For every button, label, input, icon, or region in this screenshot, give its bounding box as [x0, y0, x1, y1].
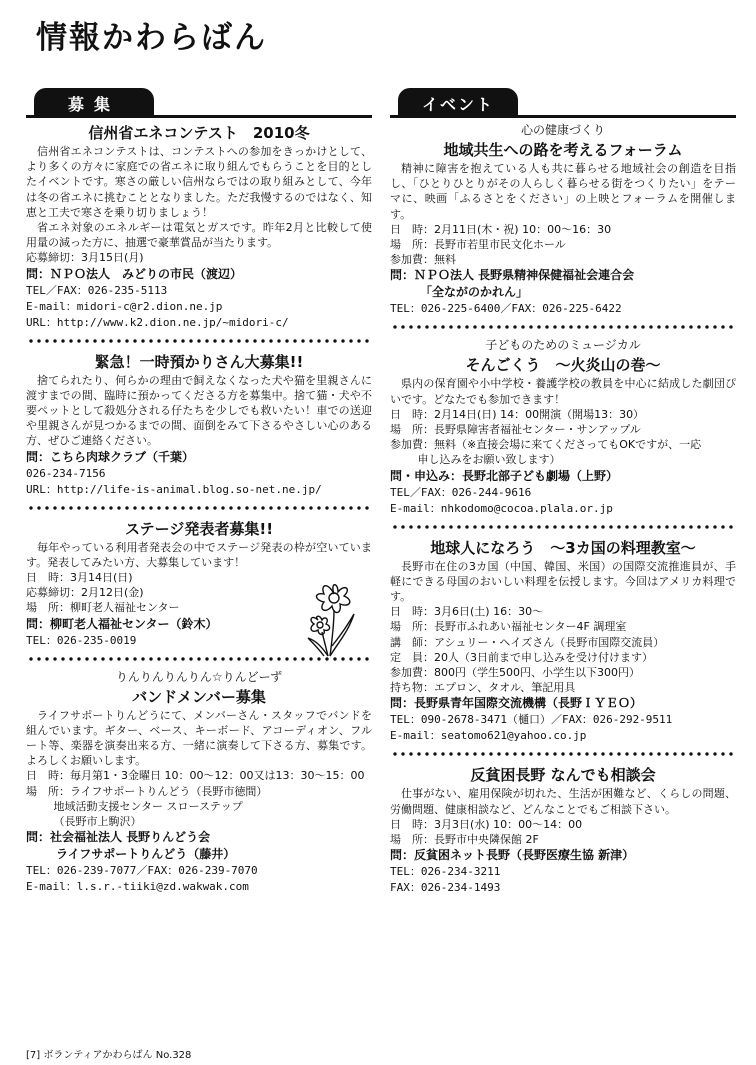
dotted-divider	[390, 746, 736, 762]
contact-tel: TEL／FAX：026-244-9616	[390, 485, 532, 499]
article-foster-volunteer	[26, 351, 372, 498]
article-kicker: 子どものためのミュージカル	[485, 338, 641, 353]
event-date: 日 時：3月6日(土) 16：30～	[390, 605, 544, 619]
contact-tel: TEL：026-225-6400／FAX：026-225-6422	[390, 302, 622, 316]
contact-name: 問：長野県青年国際交流機構（長野ＩＹＥＯ）	[390, 696, 643, 711]
bosyu-tab: 募集	[34, 88, 154, 118]
event-capacity: 定 員：20人（3日前まで申し込みを受け付けます）	[390, 650, 653, 664]
event-date: 日 時：2月11日(木・祝) 10：00～16：30	[390, 222, 612, 236]
contact-name: 問：ＮＰＯ法人 みどりの市民（渡辺）	[26, 266, 243, 281]
contact-name: 問：反貧困ネット長野（長野医療生協 新津）	[390, 848, 635, 863]
contact-tel: TEL／FAX：026-235-5113	[26, 283, 168, 297]
event-place-detail: （長野市上駒沢）	[53, 815, 142, 829]
daffodil-icon	[300, 574, 368, 658]
contact-tel: TEL：026-235-0019	[26, 633, 137, 647]
article-heading: 反貧困長野 なんでも相談会	[470, 766, 656, 785]
event-column	[390, 86, 736, 896]
dotted-divider	[390, 319, 736, 335]
article-kicker: 心の健康づくり	[520, 123, 605, 137]
article-body: ライフサポートりんどうにて、メンバーさん・スタッフでバンドを組んでいます。ギター、ベース、キーボード、アコーディオン、フルート等、楽器を演奏出来る方、一緒に演奏して下さる方、募集です。よろしくお願いします。	[26, 708, 372, 768]
event-place: 場 所：長野市中央隣保館 2F	[390, 833, 539, 847]
event-tab: イベント	[398, 88, 518, 118]
article-heading: 信州省エネコンテスト 2010冬	[88, 124, 310, 142]
article-heading: 地球人になろう ～3カ国の料理教室～	[430, 538, 696, 557]
contact-tel: 026-234-7156	[26, 466, 106, 480]
event-belongings: 持ち物：エプロン、タオル、筆記用具	[390, 681, 576, 695]
event-fee: 参加費：無料	[390, 253, 456, 267]
event-place: 場 所：長野市ふれあい福祉センター4F 調理室	[390, 620, 627, 634]
article-body: 省エネ対象のエネルギーは電気とガスです。昨年2月と比較して使用量の減った方に、抽選で豪華賞品が当たります。	[26, 221, 372, 250]
contact-tel: TEL：026-239-7077／FAX：026-239-7070	[26, 864, 258, 878]
contact-tel: TEL：090-2678-3471（樋口）／FAX：026-292-9511	[390, 713, 673, 727]
article-band-members	[26, 669, 372, 896]
event-place: 場 所：ライフサポートりんどう（長野市徳間）	[26, 784, 268, 798]
article-body: 県内の保育園や小中学校・養護学校の教員を中心に結成した劇団ぴいです。どなたでも参加できます！	[390, 377, 736, 406]
deadline: 応募締切：2月12日(金)	[26, 586, 144, 600]
event-date: 日 時：毎月第1・3金曜日 10：00～12：00又は13：30～15：00	[26, 769, 365, 783]
dotted-divider	[26, 500, 372, 516]
contact-email: E-mail：midori-c@r2.dion.ne.jp	[26, 299, 223, 313]
contact-email: E-mail：seatomo621@yahoo.co.jp	[390, 729, 587, 743]
contact-name-detail: 「全ながのかれん」	[420, 285, 529, 300]
page-title: 情報かわらばん	[36, 20, 267, 56]
article-heading: バンドメンバー募集	[132, 687, 266, 706]
contact-name: 問：こちら肉球クラブ（千葉）	[26, 449, 195, 464]
contact-name: 問・申込み：長野北部子ども劇場（上野）	[390, 468, 619, 483]
page-footer: [7] ボランティアかわらばん No.328	[26, 1050, 192, 1061]
event-place: 場 所：長野市若里市民文化ホール	[390, 238, 566, 252]
article-heading: 緊急！一時預かりさん大募集!!	[94, 352, 304, 371]
event-forum	[390, 122, 736, 317]
contact-email: E-mail：l.s.r.-tiiki@zd.wakwak.com	[26, 880, 249, 894]
event-date: 日 時：2月14日(日) 14：00開演（開場13：30）	[390, 407, 645, 421]
contact-name-detail: ライフサポートりんどう（藤井）	[56, 847, 236, 862]
article-heading: そんごくう ～火炎山の巻～	[465, 356, 661, 375]
event-musical	[390, 337, 736, 516]
dotted-divider	[26, 333, 372, 349]
article-stage-performers	[26, 518, 372, 649]
contact-tel: TEL：026-234-3211	[390, 865, 501, 879]
event-consultation	[390, 764, 736, 896]
contact-name: 問：社会福祉法人 長野りんどう会	[26, 830, 211, 845]
deadline: 応募締切：3月15日(月)	[26, 251, 144, 265]
event-date: 日 時：3月14日(日)	[26, 571, 133, 585]
event-cooking-class	[390, 537, 736, 745]
bosyu-section-header	[26, 86, 372, 118]
article-body: 毎年やっている利用者発表会の中でステージ発表の枠が空いています。発表してみたい方、大募集しています！	[26, 540, 372, 569]
event-place: 場 所：柳町老人福祉センター	[26, 601, 180, 615]
bosyu-column	[26, 86, 372, 895]
event-place: 場 所：長野県障害者福祉センター・サンアップル	[390, 423, 641, 437]
event-date: 日 時：3月3日(水) 10：00～14：00	[390, 817, 583, 831]
article-kicker: りんりんりんりん☆りんどーず	[115, 669, 283, 684]
contact-url: URL：http://www.k2.dion.ne.jp/~midori-c/	[26, 315, 289, 329]
article-body: 信州省エネコンテストは、コンテストへの参加をきっかけとして、より多くの方々に家庭での省エネに取り組んでもらうことを目的としたイベントです。寒さの厳しい信州ならではの取り組みとして、今年は冬の省エネに挑むこととなりました。ただ我慢するのではなく、知恵と工夫で寒さを乗り切りましょう！	[26, 145, 372, 219]
dotted-divider	[390, 519, 736, 535]
contact-url: URL：http://life-is-animal.blog.so-net.ne.jp/	[26, 482, 322, 496]
article-body: 捨てられたり、何らかの理由で飼えなくなった犬や猫を里親さんに渡すまでの間、臨時に預かってくださる方を募集中。捨て猫・犬や不要ペットとして殺処分される仔たちを少しでも救いたい！車での送迎や里親さんが見つかるまでの間、面倒をみて下さるやさしい心のある方、ぜひご連絡ください。	[26, 373, 372, 448]
article-body: 長野市在住の3カ国（中国、韓国、米国）の国際交流推進員が、手軽にできる母国のおいしい料理を伝授します。今回はアメリカ料理です。	[390, 559, 736, 604]
article-eco-contest	[26, 122, 372, 331]
article-body: 精神に障害を抱えている人も共に暮らせる地域社会の創造を目指し、「ひとりひとりがその人らしく暮らせる街をつくりたい」をテーマに、映画「ふるさとをください」の上映とフォーラムを開催します。	[390, 162, 736, 221]
contact-name: 問：ＮＰＯ法人 長野県精神保健福祉会連合会	[390, 268, 635, 283]
contact-email: E-mail：nhkodomo@cocoa.plala.or.jp	[390, 501, 613, 515]
event-instructor: 講 師：アシュリー・ヘイズさん（長野市国際交流員）	[390, 635, 665, 649]
event-fee: 参加費：800円（学生500円、小学生以下300円）	[390, 666, 640, 680]
event-fee-detail: 申し込みをお願い致します）	[417, 453, 561, 467]
event-place-detail: 地域活動支援センター スローステップ	[53, 799, 243, 813]
contact-fax: FAX：026-234-1493	[390, 881, 501, 895]
article-body: 仕事がない、雇用保険が切れた、生活が困難など、くらしの問題、労働問題、健康相談など、どんなことでもご相談下さい。	[390, 787, 736, 816]
event-fee: 参加費：無料（※直接会場に来てくださってもOKですが、一応	[390, 438, 702, 452]
article-heading: 地域共生への路を考えるフォーラム	[443, 141, 683, 159]
event-section-header	[390, 86, 736, 118]
contact-name: 問：柳町老人福祉センター（鈴木）	[26, 616, 218, 631]
article-heading: ステージ発表者募集!!	[124, 519, 274, 538]
